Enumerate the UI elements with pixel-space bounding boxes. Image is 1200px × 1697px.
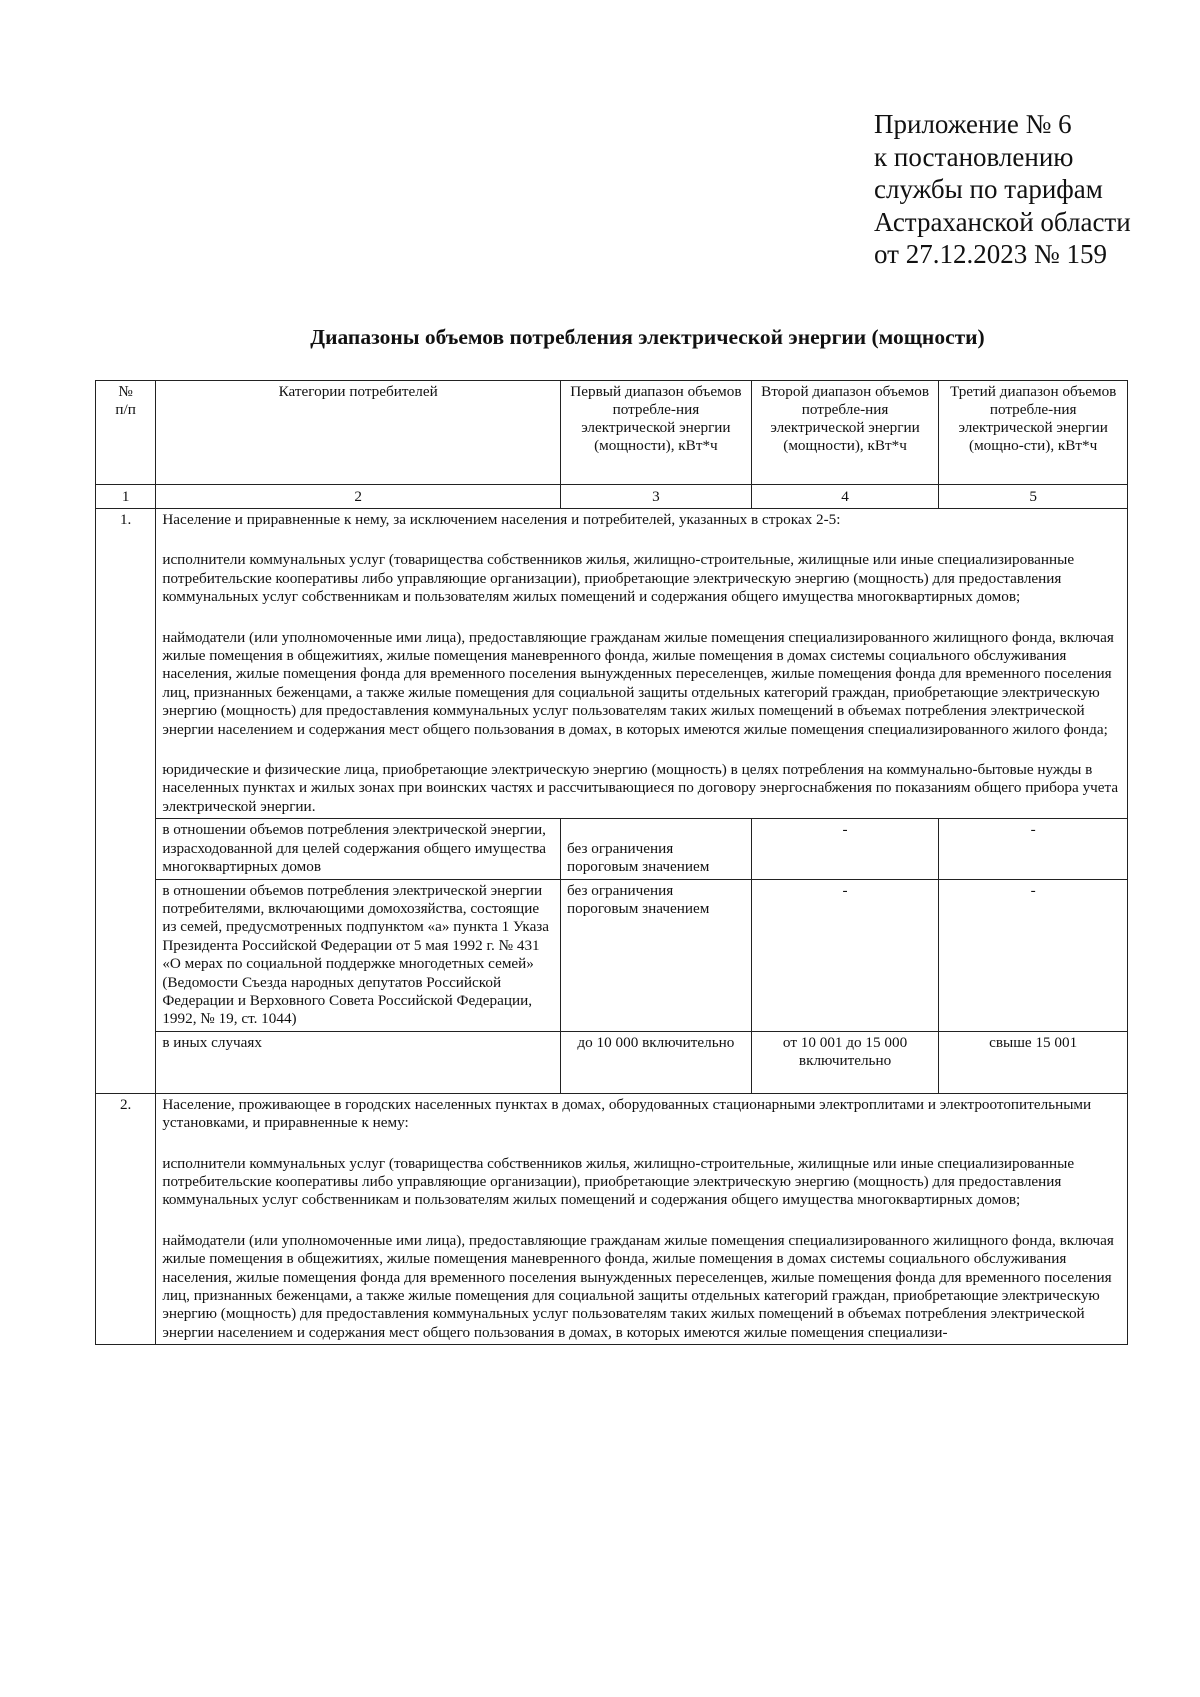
section-2-description	[156, 1093, 1128, 1344]
col-number: 3	[560, 485, 751, 509]
section-paragraph: Население, проживающее в городских населенных пунктах в домах, оборудованных стационарными электроплитами и электроотопительными установками, и приравненные к нему:	[162, 1095, 1092, 1132]
document-title: Диапазоны объемов потребления электрической энергии (мощности)	[310, 325, 985, 349]
col-number: 2	[156, 485, 561, 509]
header-range1: Первый диапазон объемов потребле-ния электрической энергии (мощности), кВт*ч	[560, 381, 751, 485]
col-number: 1	[96, 485, 156, 509]
range3-cell: свыше 15 001	[939, 1031, 1128, 1093]
column-number-row	[96, 485, 1128, 509]
header-num: № п/п	[96, 381, 156, 485]
section-paragraph: юридические и физические лица, приобретающие электрическую энергию (мощность) в целях потребления на коммунально-бытовые нужды в населенных пунктах и жилых зонах при воинских частях и рассчитывающиеся по договору энергоснабжения по показаниям общего прибора учета электрической энергии.	[162, 761, 1119, 815]
header-category: Категории потребителей	[156, 381, 561, 485]
header-range2: Второй диапазон объемов потребле-ния электрической энергии (мощности), кВт*ч	[751, 381, 939, 485]
category-cell: в отношении объемов потребления электрической энергии потребителями, включающими домохозяйства, состоящие из семей, предусмотренных подпунктом «а» пункта 1 Указа Президента Российской Федерации от 5 мая 1992 г. № 431 «О мерах по социальной поддержке многодетных семей» (Ведомости Съезда народных депутатов Российской Федерации и Верховного Совета Российской Федерации, 1992, № 19, ст. 1044)	[156, 879, 561, 1031]
section-1-description-row	[96, 509, 1128, 819]
section-1-number: 1.	[96, 509, 156, 1094]
appendix-line: Астраханской области	[874, 206, 1131, 237]
appendix-line: от 27.12.2023 № 159	[874, 239, 1107, 269]
appendix-block	[874, 108, 1174, 271]
header-range3: Третий диапазон объемов потребле-ния электрической энергии (мощно-сти), кВт*ч	[939, 381, 1128, 485]
appendix-line: службы по тарифам	[874, 174, 1103, 204]
appendix-line: к постановлению	[874, 141, 1074, 172]
section-2-number: 2.	[96, 1093, 156, 1344]
section-paragraph: исполнители коммунальных услуг (товарищества собственников жилья, жилищно-строительные, жилищные или иные специализированные потребительские кооперативы либо управляющие организации), приобретающие электрическую энергию (мощность) для предоставления коммунальных услуг собственникам и пользователям жилых помещений и содержания общего имущества многоквартирных домов;	[162, 1154, 1075, 1209]
ranges-table	[95, 380, 1128, 1345]
category-cell: в отношении объемов потребления электрической энергии, израсходованной для целей содержания общего имущества многоквартирных домов	[156, 819, 561, 879]
section-2-description-row	[96, 1093, 1128, 1344]
table-row	[96, 819, 1128, 879]
table-header-row	[96, 381, 1128, 485]
col-number: 5	[939, 485, 1128, 509]
col-number: 4	[751, 485, 939, 509]
range1-cell: без ограничения пороговым значением	[560, 819, 751, 879]
range3-cell: -	[939, 879, 1128, 1031]
range3-cell: -	[939, 819, 1128, 879]
table-row	[96, 1031, 1128, 1093]
range2-cell: -	[751, 879, 939, 1031]
range1-cell: до 10 000 включительно	[560, 1031, 751, 1093]
section-paragraph: исполнители коммунальных услуг (товарищества собственников жилья, жилищно-строительные, жилищные или иные специализированные потребительские кооперативы либо управляющие организации), приобретающие электрическую энергию (мощность) для предоставления коммунальных услуг собственникам и пользователям жилых помещений и содержания общего имущества многоквартирных домов;	[162, 551, 1075, 606]
section-paragraph: наймодатели (или уполномоченные ими лица), предоставляющие гражданам жилые помещения специализированного жилищного фонда, включая жилые помещения в общежитиях, жилые помещения маневренного фонда, жилые помещения в домах системы социального обслуживания населения, жилые помещения фонда для временного поселения вынужденных переселенцев, жилые помещения фонда для временного поселения лиц, признанных беженцами, а также жилые помещения для социальной защиты отдельных категорий граждан, приобретающие электрическую энергию (мощность) для предоставления коммунальных услуг пользователям таких жилых помещений в объемах потребления электрической энергии населением и содержания мест общего пользования в домах, в которых имеются жилые помещения специализи-	[162, 1231, 1114, 1341]
appendix-line: Приложение № 6	[874, 109, 1072, 139]
range2-cell: от 10 001 до 15 000 включительно	[751, 1031, 939, 1093]
section-1-description	[156, 509, 1128, 819]
category-cell: в иных случаях	[156, 1031, 561, 1093]
table-row	[96, 879, 1128, 1031]
range1-cell: без ограничения пороговым значением	[560, 879, 751, 1031]
section-paragraph: наймодатели (или уполномоченные ими лица), предоставляющие гражданам жилые помещения специализированного жилищного фонда, включая жилые помещения в общежитиях, жилые помещения маневренного фонда, жилые помещения в домах системы социального обслуживания населения, жилые помещения фонда для временного поселения вынужденных переселенцев, жилые помещения фонда для временного поселения лиц, признанных беженцами, а также жилые помещения для социальной защиты отдельных категорий граждан, приобретающие электрическую энергию (мощность) для предоставления коммунальных услуг пользователям таких жилых помещений в объемах потребления электрической энергии населением и содержания мест общего пользования в домах, в которых имеются жилые помещения специализированного жилого фонда;	[162, 628, 1114, 738]
range2-cell: -	[751, 819, 939, 879]
section-paragraph: Население и приравненные к нему, за исключением населения и потребителей, указанных в строках 2-5:	[162, 511, 841, 528]
